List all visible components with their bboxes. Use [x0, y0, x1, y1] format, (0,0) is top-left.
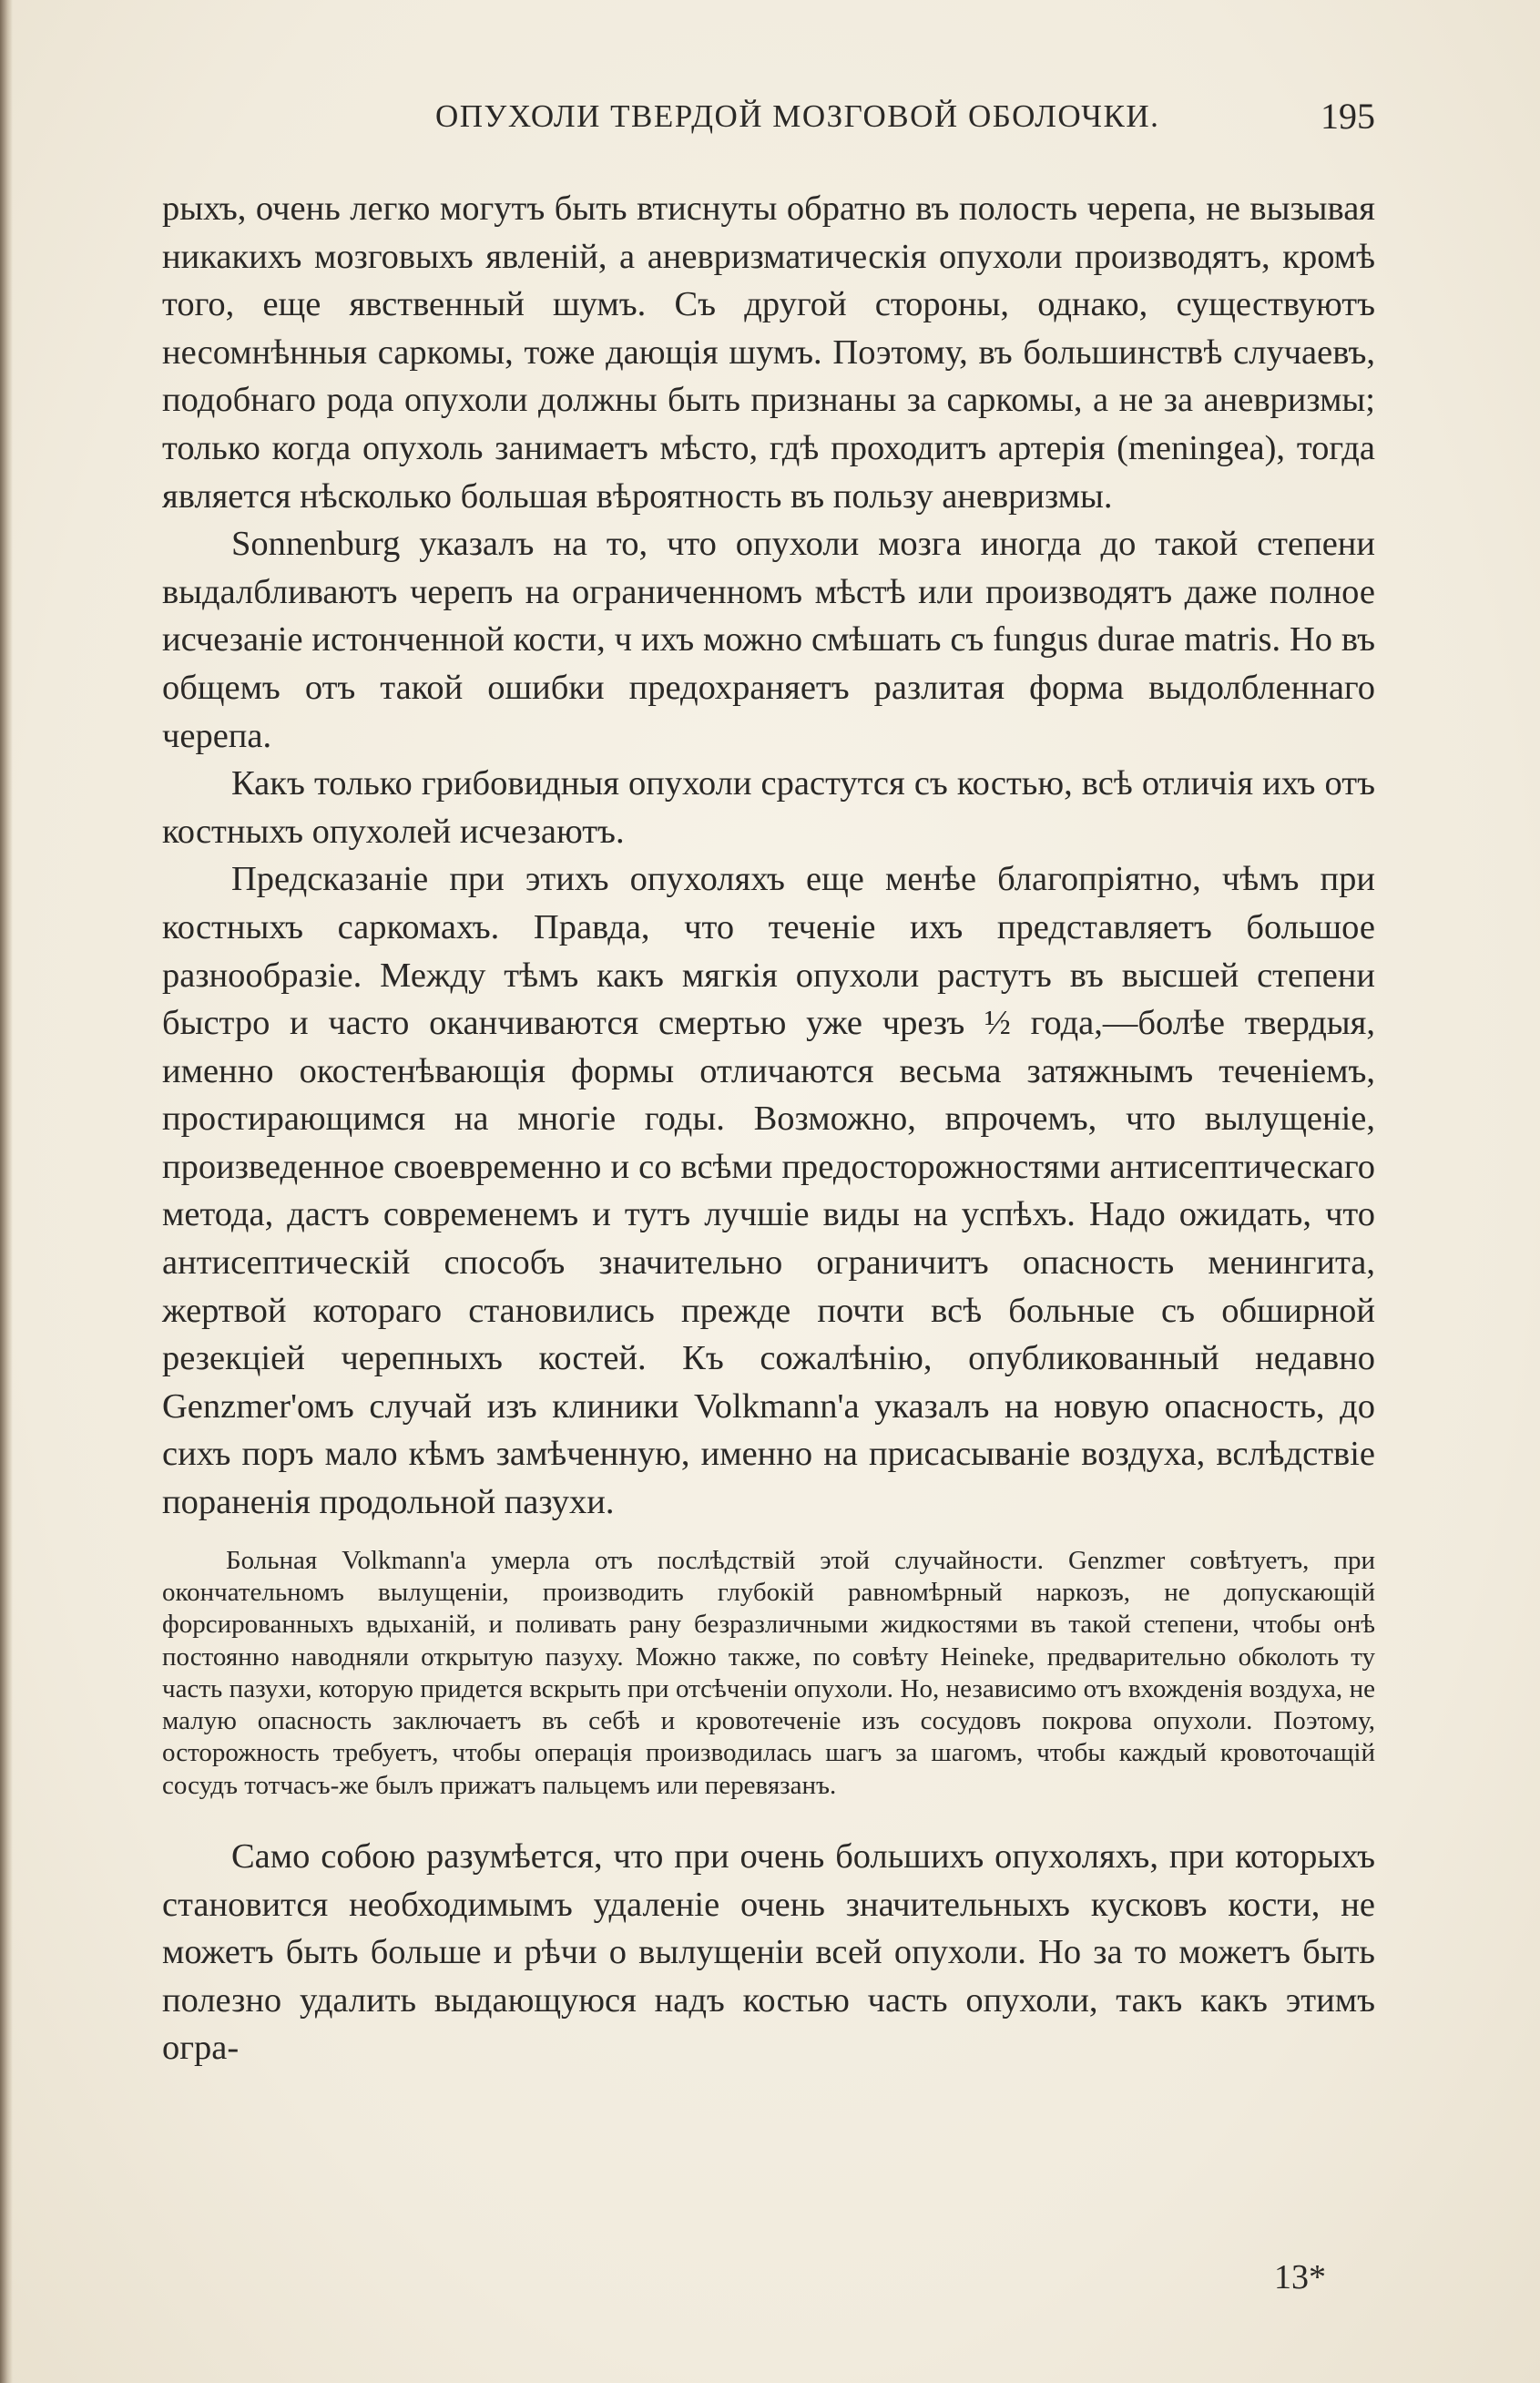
closing-paragraph: Само собою разумѣется, что при очень большихъ опухоляхъ, при которыхъ становится необходимымъ удаленіе очень значительныхъ кусковъ кости, не можетъ быть больше и рѣчи о вылущеніи всей опухоли. Но за то можетъ быть полезно удалить выдающуюся надъ костью часть опухоли, такъ какъ этимъ огра-: [162, 1837, 1375, 2068]
page-header: [162, 98, 1375, 153]
small-print-note: Больная Volkmann'а умерла отъ послѣдствій этой случайности. Genzmer совѣтуетъ, при окончательномъ вылущеніи, производить глубокій равномѣрный наркозъ, не допускающій форсированныхъ вдыханій, и поливать рану безразличными жидкостями въ такой степени, чтобы онѣ постоянно наводняли открытую пазуху. Можно также, по совѣту Heineke, предварительно обколоть ту часть пазухи, которую придется вскрыть при отсѣченіи опухоли. Но, независимо отъ вхожденія воздуха, не малую опасность заключаетъ въ себѣ и кровотеченіе изъ сосудовъ покрова опухоли. Поэтому, осторожность требуетъ, чтобы операція производилась шагъ за шагомъ, чтобы каждый кровоточащій сосудъ тотчасъ-же былъ прижатъ пальцемъ или перевязанъ.: [162, 1545, 1375, 1800]
paragraph-2: Sonnenburg указалъ на то, что опухоли мозга иногда до такой степени выдалбливаютъ черепъ на ограниченномъ мѣстѣ или производятъ даже полное исчезаніе истонченной кости, ч ихъ можно смѣшать съ fungus durae matris. Но въ общемъ отъ такой ошибки предохраняетъ разлитая форма выдолбленнаго черепа.: [162, 525, 1375, 755]
body-text: [162, 185, 1375, 2072]
signature-mark: 13*: [1274, 2258, 1326, 2296]
page-number: 195: [1321, 96, 1375, 137]
page-edge-shadow: [0, 0, 13, 2383]
paragraph-3: Какъ только грибовидныя опухоли срастутся съ костью, всѣ отличія ихъ отъ костныхъ опухолей исчезаютъ.: [162, 764, 1375, 851]
running-title: ОПУХОЛИ ТВЕРДОЙ МОЗГОВОЙ ОБОЛОЧКИ.: [435, 98, 1160, 134]
paragraph-1: рыхъ, очень легко могутъ быть втиснуты обратно въ полость черепа, не вызывая никакихъ мозговыхъ явленій, а аневризматическія опухоли производятъ, кромѣ того, еще явственный шумъ. Съ другой стороны, однако, существуютъ несомнѣнныя саркомы, тоже дающія шумъ. Поэтому, въ большинствѣ случаевъ, подобнаго рода опухоли должны быть признаны за саркомы, а не за аневризмы; только когда опухоль занимаетъ мѣсто, гдѣ проходитъ артерія (meningea), тогда является нѣсколько большая вѣроятность въ пользу аневризмы.: [162, 189, 1375, 516]
paragraph-4: Предсказаніе при этихъ опухоляхъ еще менѣе благопріятно, чѣмъ при костныхъ саркомахъ. Правда, что теченіе ихъ представляетъ большое разнообразіе. Между тѣмъ какъ мягкія опухоли растутъ въ высшей степени быстро и часто оканчиваются смертью уже чрезъ ½ года,—болѣе твердыя, именно окостенѣвающія формы отличаются весьма затяжнымъ теченіемъ, простирающимся на многіе годы. Возможно, впрочемъ, что вылущеніе, произведенное своевременно и со всѣми предосторожностями антисептическаго метода, дастъ современемъ и тутъ лучшіе виды на успѣхъ. Надо ожидать, что антисептическій способъ значительно ограничитъ опасность менингита, жертвой котораго становились прежде почти всѣ больные съ обширной резекціей черепныхъ костей. Къ сожалѣнію, опубликованный недавно Genzmer'омъ случай изъ клиники Volkmann'а указалъ на новую опасность, до сихъ поръ мало кѣмъ замѣченную, именно на присасываніе воздуха, вслѣдствіе пораненія продольной пазухи.: [162, 860, 1375, 1522]
